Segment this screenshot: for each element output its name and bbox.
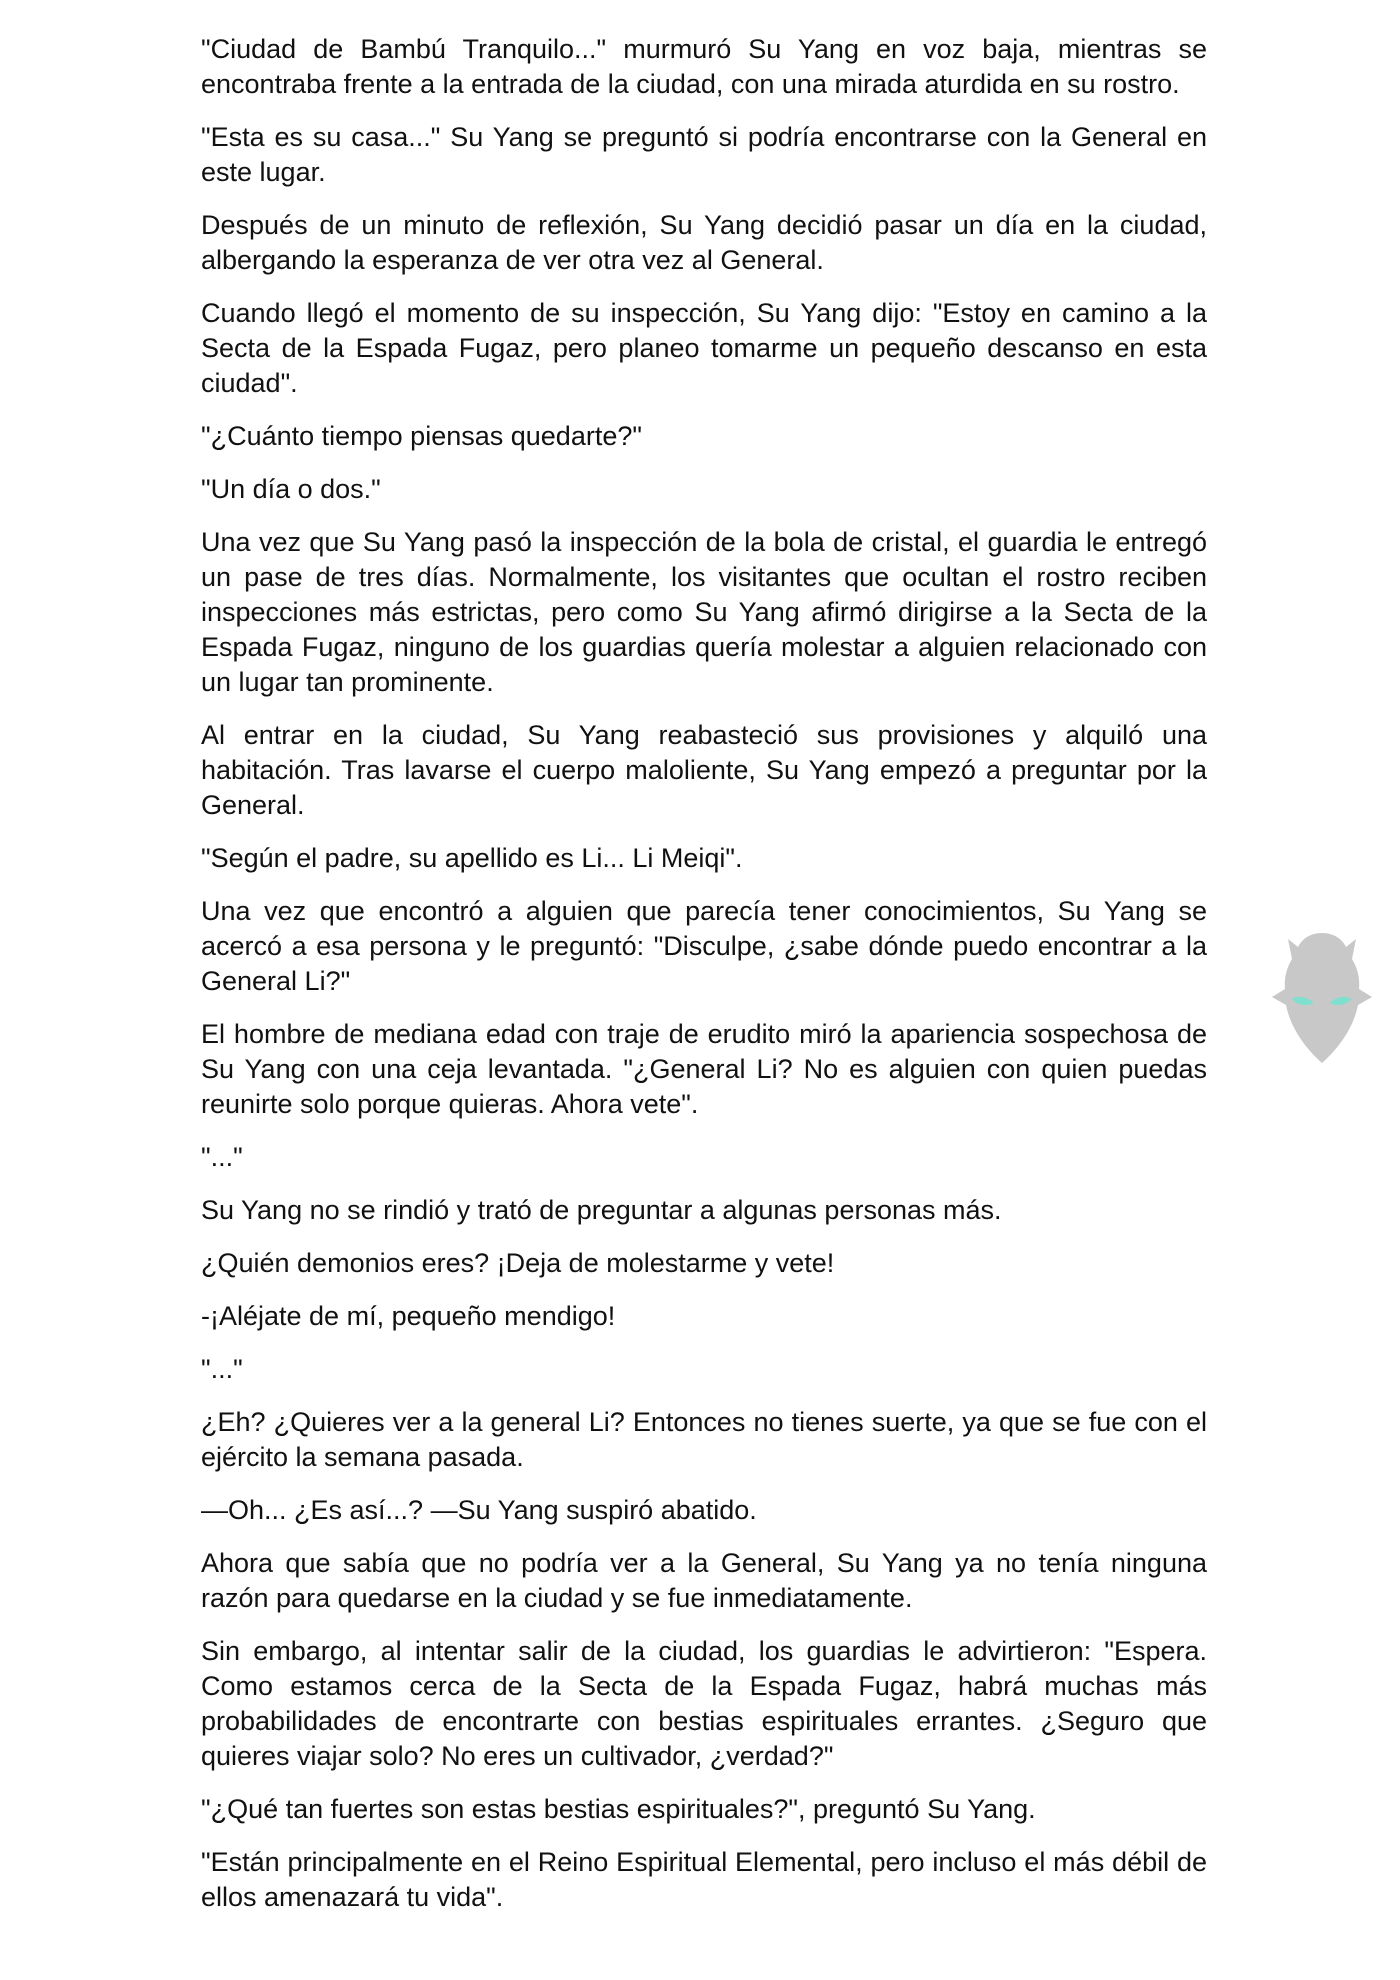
paragraph-5: "¿Cuánto tiempo piensas quedarte?" [201, 421, 642, 451]
paragraph-10: Una vez que encontró a alguien que parecía tener conocimientos, Su Yang se acercó a esa persona y le preguntó: "Disculpe, ¿sabe dónde puedo encontrar a la General Li?" [201, 896, 1207, 996]
document-page [201, 32, 1207, 1933]
paragraph-17: ¿Eh? ¿Quieres ver a la general Li? Entonces no tienes suerte, ya que se fue con el ejército la semana pasada. [201, 1407, 1207, 1472]
paragraph-12: "..." [201, 1142, 243, 1172]
paragraph-19: Ahora que sabía que no podría ver a la General, Su Yang ya no tenía ninguna razón para quedarse en la ciudad y se fue inmediatamente. [201, 1548, 1207, 1613]
paragraph-11: El hombre de mediana edad con traje de erudito miró la apariencia sospechosa de Su Yang con una ceja levantada. "¿General Li? No es alguien con quien puedas reunirte solo porque quieras. Ahora vete". [201, 1019, 1207, 1119]
paragraph-8: Al entrar en la ciudad, Su Yang reabasteció sus provisiones y alquiló una habitación. Tras lavarse el cuerpo maloliente, Su Yang empezó a preguntar por la General. [201, 720, 1207, 820]
paragraph-15: -¡Aléjate de mí, pequeño mendigo! [201, 1301, 616, 1331]
paragraph-16: "..." [201, 1354, 243, 1384]
paragraph-7: Una vez que Su Yang pasó la inspección de la bola de cristal, el guardia le entregó un pase de tres días. Normalmente, los visitantes que ocultan el rostro reciben inspecciones más estrictas, pero como Su Yang afirmó dirigirse a la Secta de la Espada Fugaz, ninguno de los guardias quería molestar a alguien relacionado con un lugar tan prominente. [201, 527, 1207, 697]
paragraph-2: "Esta es su casa..." Su Yang se preguntó si podría encontrarse con la General en este lugar. [201, 122, 1207, 187]
paragraph-6: "Un día o dos." [201, 474, 381, 504]
paragraph-21: "¿Qué tan fuertes son estas bestias espirituales?", preguntó Su Yang. [201, 1794, 1036, 1824]
paragraph-18: —Oh... ¿Es así...? —Su Yang suspiró abatido. [201, 1495, 757, 1525]
paragraph-1: "Ciudad de Bambú Tranquilo..." murmuró Su Yang en voz baja, mientras se encontraba frente a la entrada de la ciudad, con una mirada aturdida en su rostro. [201, 34, 1207, 99]
paragraph-9: "Según el padre, su apellido es Li... Li Meiqi". [201, 843, 743, 873]
paragraph-20: Sin embargo, al intentar salir de la ciudad, los guardias le advirtieron: "Espera. Como estamos cerca de la Secta de la Espada Fugaz, habrá muchas más probabilidades de encontrarte con bestias espirituales errantes. ¿Seguro que quieres viajar solo? No eres un cultivador, ¿verdad?" [201, 1636, 1207, 1771]
paragraph-22: "Están principalmente en el Reino Espiritual Elemental, pero incluso el más débil de ellos amenazará tu vida". [201, 1847, 1207, 1912]
paragraph-14: ¿Quién demonios eres? ¡Deja de molestarme y vete! [201, 1248, 835, 1278]
paragraph-3: Después de un minuto de reflexión, Su Yang decidió pasar un día en la ciudad, albergando la esperanza de ver otra vez al General. [201, 210, 1207, 275]
paragraph-13: Su Yang no se rindió y trató de preguntar a algunas personas más. [201, 1195, 1002, 1225]
demon-head-icon [1262, 925, 1382, 1075]
paragraph-4: Cuando llegó el momento de su inspección, Su Yang dijo: "Estoy en camino a la Secta de la Espada Fugaz, pero planeo tomarme un pequeño descanso en esta ciudad". [201, 298, 1207, 398]
